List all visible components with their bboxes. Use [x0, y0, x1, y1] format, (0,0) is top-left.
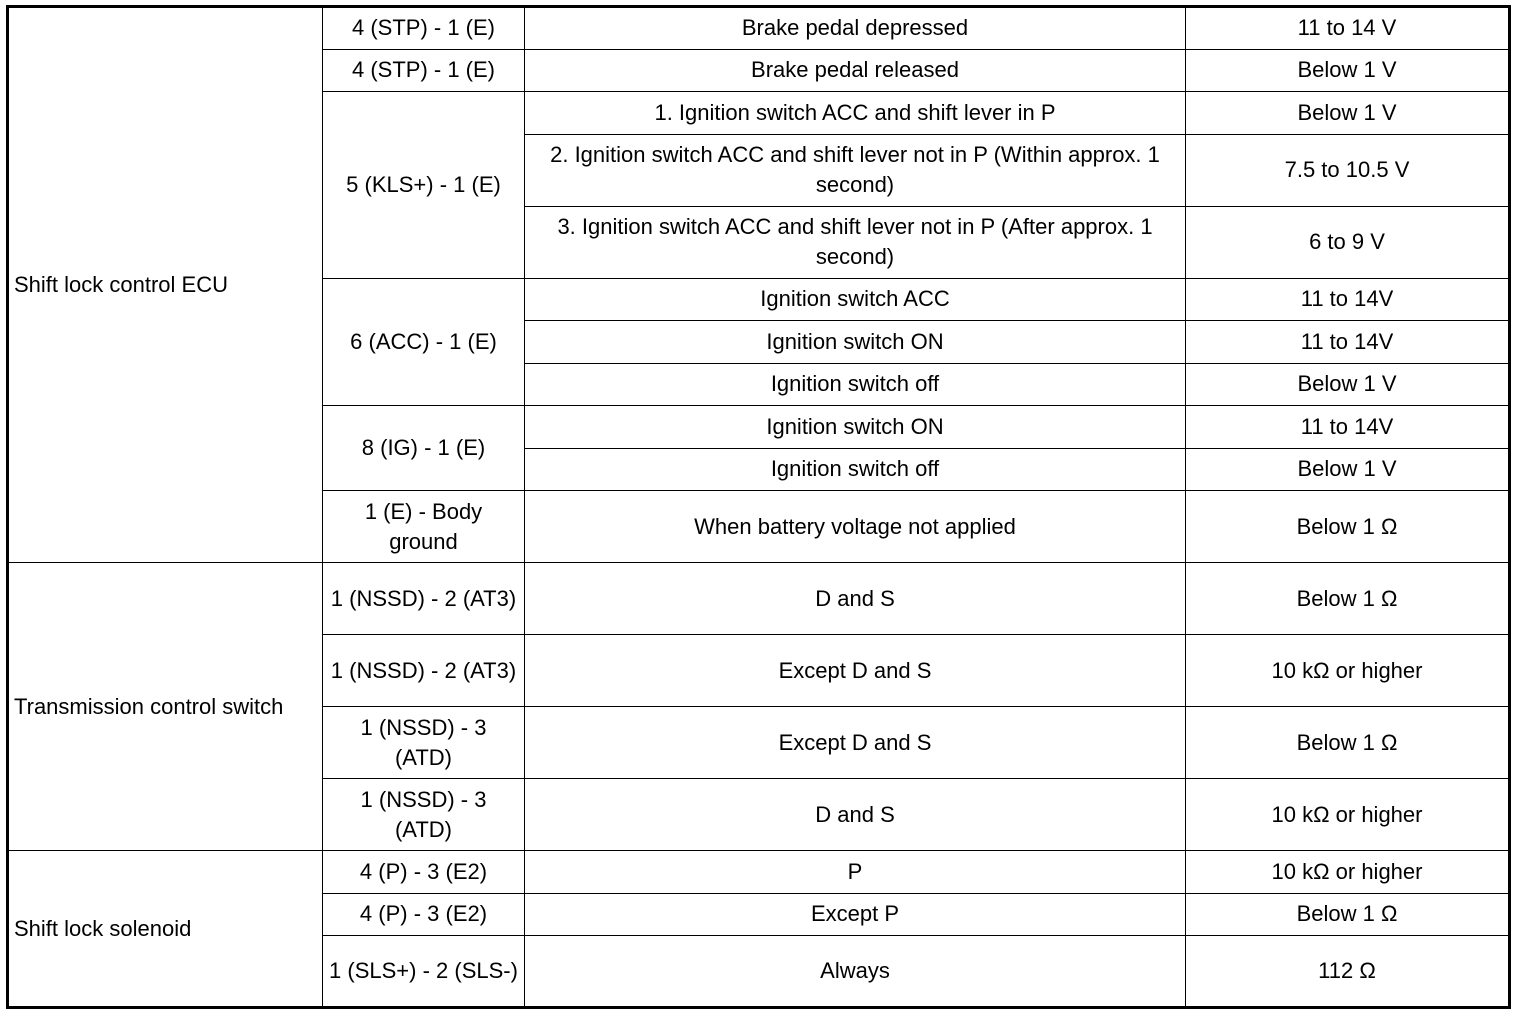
terminal-cell: 1 (NSSD) - 3 (ATD)	[323, 707, 525, 779]
spec-cell: 10 kΩ or higher	[1186, 635, 1510, 707]
condition-cell: Except D and S	[525, 635, 1186, 707]
condition-cell: Except D and S	[525, 707, 1186, 779]
terminal-cell: 4 (P) - 3 (E2)	[323, 851, 525, 894]
condition-cell: D and S	[525, 563, 1186, 635]
condition-cell: Ignition switch ON	[525, 321, 1186, 364]
terminal-cell: 1 (NSSD) - 3 (ATD)	[323, 779, 525, 851]
spec-cell: 11 to 14 V	[1186, 7, 1510, 50]
condition-cell: Ignition switch ACC	[525, 278, 1186, 321]
spec-cell: Below 1 Ω	[1186, 893, 1510, 936]
spec-cell: 10 kΩ or higher	[1186, 851, 1510, 894]
terminal-spec-table	[6, 5, 1511, 1009]
condition-cell: Ignition switch ON	[525, 406, 1186, 449]
spec-cell: Below 1 V	[1186, 363, 1510, 406]
spec-cell: 11 to 14V	[1186, 278, 1510, 321]
condition-cell: 1. Ignition switch ACC and shift lever in P	[525, 92, 1186, 135]
spec-cell: 10 kΩ or higher	[1186, 779, 1510, 851]
spec-cell: 7.5 to 10.5 V	[1186, 134, 1510, 206]
terminal-cell: 6 (ACC) - 1 (E)	[323, 278, 525, 406]
spec-cell: 112 Ω	[1186, 936, 1510, 1008]
terminal-cell: 4 (STP) - 1 (E)	[323, 7, 525, 50]
component-cell: Shift lock control ECU	[8, 7, 323, 563]
spec-cell: Below 1 V	[1186, 92, 1510, 135]
terminal-cell: 4 (P) - 3 (E2)	[323, 893, 525, 936]
condition-cell: 3. Ignition switch ACC and shift lever not in P (After approx. 1 second)	[525, 206, 1186, 278]
terminal-cell: 8 (IG) - 1 (E)	[323, 406, 525, 491]
spec-cell: Below 1 Ω	[1186, 563, 1510, 635]
component-cell: Transmission control switch	[8, 563, 323, 851]
condition-cell: D and S	[525, 779, 1186, 851]
spec-cell: 11 to 14V	[1186, 321, 1510, 364]
condition-cell: Except P	[525, 893, 1186, 936]
condition-cell: Brake pedal depressed	[525, 7, 1186, 50]
condition-cell: Always	[525, 936, 1186, 1008]
terminal-cell: 1 (E) - Body ground	[323, 491, 525, 563]
terminal-cell: 5 (KLS+) - 1 (E)	[323, 92, 525, 279]
spec-cell: Below 1 Ω	[1186, 707, 1510, 779]
spec-cell: Below 1 Ω	[1186, 491, 1510, 563]
table-row	[8, 563, 1510, 635]
condition-cell: P	[525, 851, 1186, 894]
spec-cell: 11 to 14V	[1186, 406, 1510, 449]
terminal-cell: 1 (NSSD) - 2 (AT3)	[323, 635, 525, 707]
table-row	[8, 851, 1510, 894]
condition-cell: Ignition switch off	[525, 363, 1186, 406]
terminal-cell: 1 (NSSD) - 2 (AT3)	[323, 563, 525, 635]
component-cell: Shift lock solenoid	[8, 851, 323, 1008]
spec-cell: Below 1 V	[1186, 49, 1510, 92]
condition-cell: Ignition switch off	[525, 448, 1186, 491]
condition-cell: When battery voltage not applied	[525, 491, 1186, 563]
table-row	[8, 7, 1510, 50]
spec-cell: Below 1 V	[1186, 448, 1510, 491]
condition-cell: Brake pedal released	[525, 49, 1186, 92]
terminal-cell: 4 (STP) - 1 (E)	[323, 49, 525, 92]
terminal-cell: 1 (SLS+) - 2 (SLS-)	[323, 936, 525, 1008]
spec-cell: 6 to 9 V	[1186, 206, 1510, 278]
condition-cell: 2. Ignition switch ACC and shift lever not in P (Within approx. 1 second)	[525, 134, 1186, 206]
